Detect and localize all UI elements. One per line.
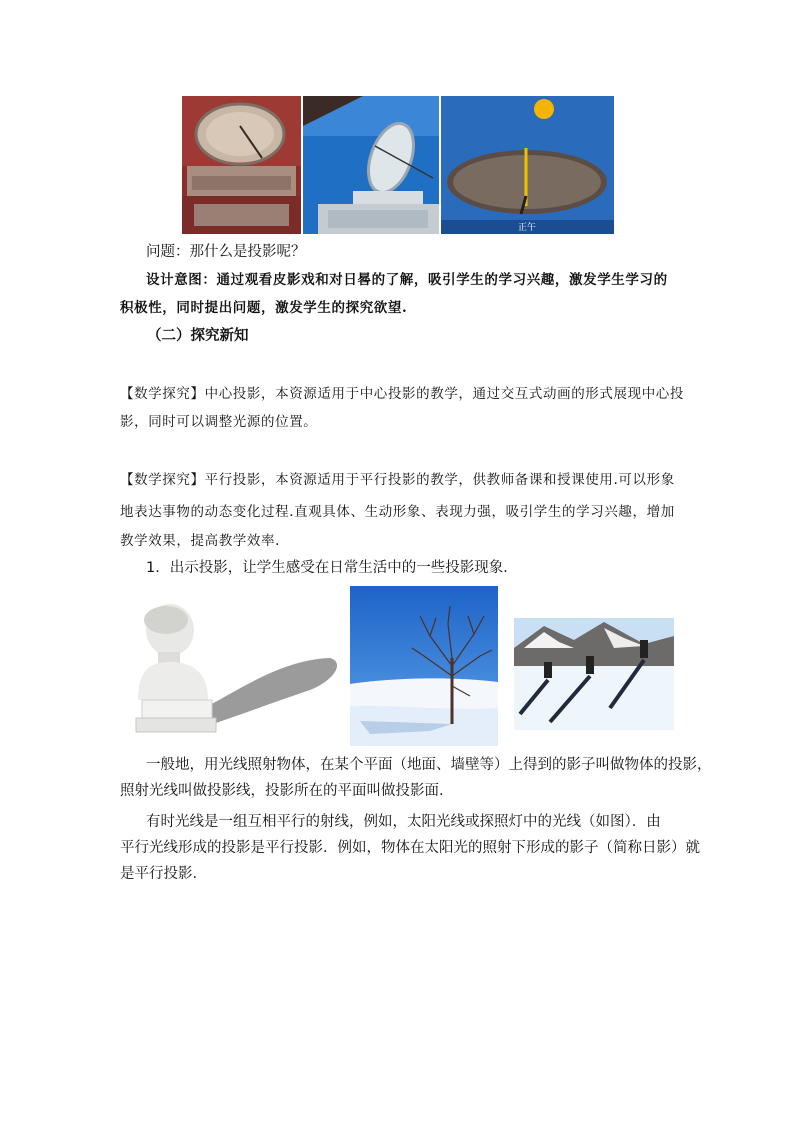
question-text: 问题：那什么是投影呢？ (146, 244, 306, 260)
noon-caption: 正午 (517, 223, 537, 233)
parallel-line-1: 有时光线是一组互相平行的射线，例如，太阳光线或探照灯中的光线（如图）．由 (146, 814, 661, 830)
sundial-photo-1 (182, 96, 301, 234)
statue-shadow-photo (130, 600, 345, 746)
resource-parallel-line-3: 教学效果，提高教学效率. (120, 533, 280, 549)
hikers-snow-photo (514, 618, 674, 730)
section-heading: （二）探究新知 (147, 328, 249, 344)
parallel-line-3: 是平行投影． (120, 866, 207, 882)
resource-central-line-1: 【数学探究】中心投影，本资源适用于中心投影的教学，通过交互式动画的形式展现中心投 (120, 386, 684, 402)
definition-line-1: 一般地，用光线照射物体，在某个平面（地面、墙壁等）上得到的影子叫做物体的投影， (146, 757, 712, 773)
definition-line-2: 照射光线叫做投影线，投影所在的平面叫做投影面． (120, 783, 454, 799)
sundial-photo-2 (303, 96, 439, 234)
resource-parallel-line-2: 地表达事物的动态变化过程.直观具体、生动形象、表现力强，吸引学生的学习兴趣，增加 (120, 504, 675, 520)
step-1-text: 1．出示投影，让学生感受在日常生活中的一些投影现象． (146, 560, 518, 576)
sundial-noon-illustration (441, 96, 614, 234)
design-intent-line-1: 设计意图：通过观看皮影戏和对日晷的了解，吸引学生的学习兴趣，激发学生学习的 (146, 272, 668, 288)
resource-central-line-2: 影，同时可以调整光源的位置。 (120, 414, 318, 430)
parallel-line-2: 平行光线形成的投影是平行投影．例如，物体在太阳光的照射下形成的影子（简称日影）就 (120, 840, 700, 856)
design-intent-line-2: 积极性，同时提出问题，激发学生的探究欲望. (120, 300, 408, 316)
tree-snow-photo (350, 586, 498, 746)
resource-parallel-line-1: 【数学探究】平行投影，本资源适用于平行投影的教学，供教师备课和授课使用.可以形象 (120, 472, 675, 488)
